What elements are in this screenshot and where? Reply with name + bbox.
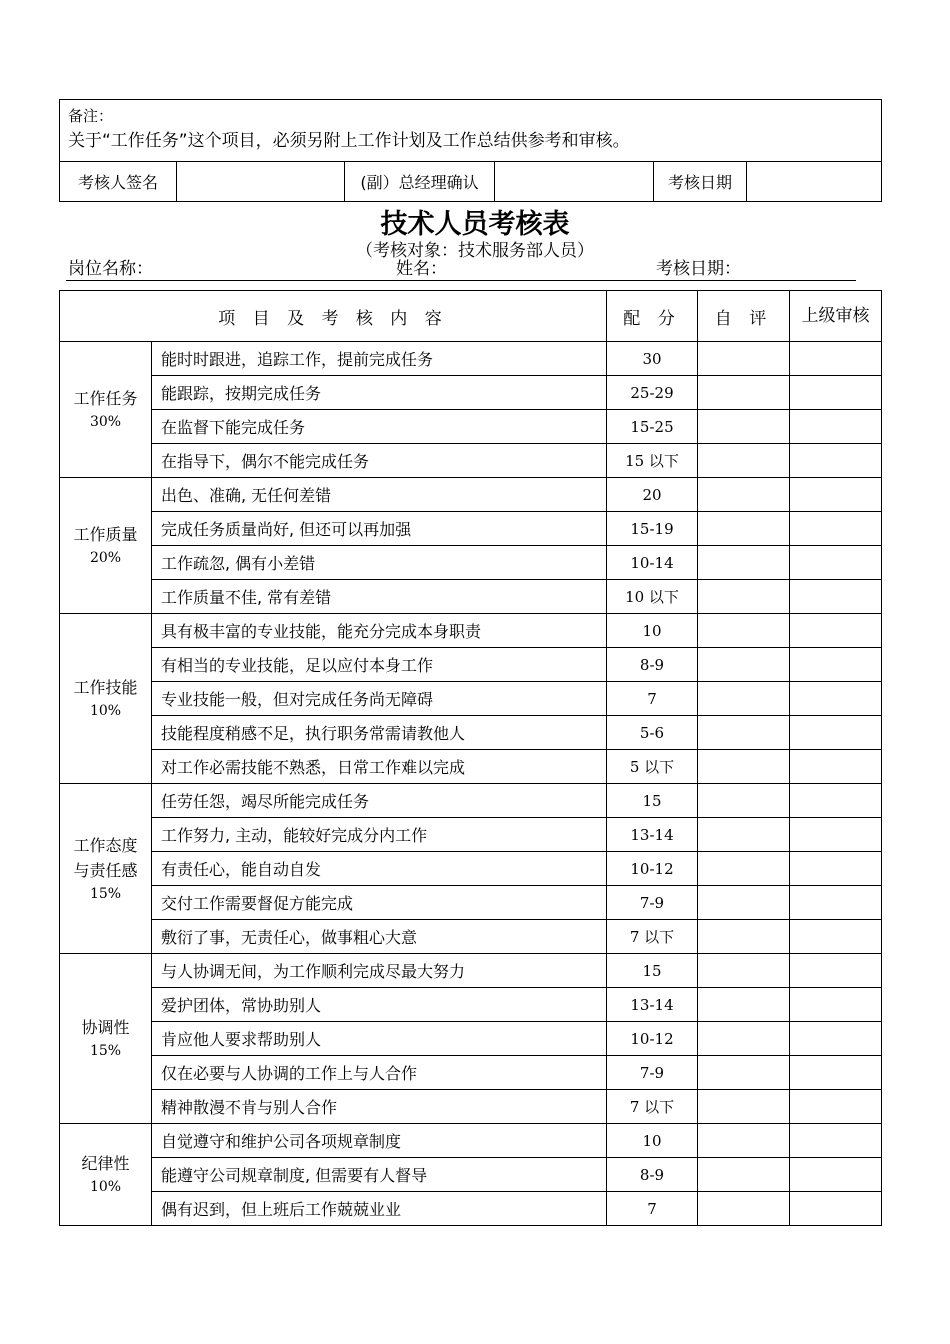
table-row: [60, 478, 882, 512]
self-eval-field[interactable]: [698, 512, 790, 546]
name-label: 姓名：: [396, 259, 447, 279]
criterion-score: 20: [607, 478, 698, 512]
table-row: [60, 1158, 882, 1192]
category-cell: [60, 1124, 152, 1226]
category-name: 工作质量: [73, 525, 138, 544]
self-eval-field[interactable]: [698, 1090, 790, 1124]
table-row: [60, 1022, 882, 1056]
table-header: [60, 291, 882, 342]
criterion-score: 15 以下: [607, 444, 698, 478]
criterion-description: 技能程度稍感不足，执行职务常需请教他人: [152, 716, 607, 750]
category-cell: [60, 784, 152, 954]
criterion-description: 爱护团体，常协助别人: [152, 988, 607, 1022]
criterion-score: 30: [607, 342, 698, 376]
criterion-description: 仅在必要与人协调的工作上与人合作: [152, 1056, 607, 1090]
table-row: [60, 852, 882, 886]
manager-confirm-field[interactable]: [495, 162, 654, 202]
table-row: [60, 818, 882, 852]
note-cell: [60, 100, 882, 162]
self-eval-field[interactable]: [698, 954, 790, 988]
category-name: 工作任务: [73, 389, 138, 408]
table-row: [60, 614, 882, 648]
table-row: [60, 342, 882, 376]
assessor-signature-label: 考核人签名: [60, 162, 177, 202]
position-label: 岗位名称：: [68, 259, 153, 279]
table-row: [60, 1090, 882, 1124]
criterion-score: 15-25: [607, 410, 698, 444]
criterion-description: 能跟踪，按期完成任务: [152, 376, 607, 410]
supervisor-eval-field[interactable]: [790, 750, 882, 784]
criterion-score: 15-19: [607, 512, 698, 546]
table-row: [60, 1056, 882, 1090]
supervisor-eval-field[interactable]: [790, 852, 882, 886]
table-row: [60, 648, 882, 682]
criterion-score: 7-9: [607, 1056, 698, 1090]
supervisor-eval-field[interactable]: [790, 988, 882, 1022]
table-row: [60, 580, 882, 614]
criterion-score: 10-14: [607, 546, 698, 580]
self-eval-field[interactable]: [698, 920, 790, 954]
assessment-table: [59, 290, 882, 1226]
supervisor-eval-field[interactable]: [790, 716, 882, 750]
supervisor-eval-field[interactable]: [790, 784, 882, 818]
criterion-score: 8-9: [607, 648, 698, 682]
criterion-description: 能遵守公司规章制度, 但需要有人督导: [152, 1158, 607, 1192]
criterion-description: 能时时跟进，追踪工作，提前完成任务: [152, 342, 607, 376]
criterion-description: 具有极丰富的专业技能，能充分完成本身职责: [152, 614, 607, 648]
self-eval-field[interactable]: [698, 444, 790, 478]
info-date-label: 考核日期：: [656, 259, 741, 279]
self-eval-field[interactable]: [698, 342, 790, 376]
self-eval-field[interactable]: [698, 784, 790, 818]
criterion-description: 工作疏忽, 偶有小差错: [152, 546, 607, 580]
self-eval-field[interactable]: [698, 1124, 790, 1158]
header-supervisor: 上级审核: [790, 291, 882, 342]
supervisor-eval-field[interactable]: [790, 478, 882, 512]
supervisor-eval-field[interactable]: [790, 614, 882, 648]
criterion-description: 在指导下，偶尔不能完成任务: [152, 444, 607, 478]
self-eval-field[interactable]: [698, 886, 790, 920]
criterion-description: 专业技能一般，但对完成任务尚无障碍: [152, 682, 607, 716]
note-table: [59, 99, 882, 202]
supervisor-eval-field[interactable]: [790, 1022, 882, 1056]
supervisor-eval-field[interactable]: [790, 682, 882, 716]
category-cell: [60, 614, 152, 784]
criterion-score: 10: [607, 1124, 698, 1158]
self-eval-field[interactable]: [698, 478, 790, 512]
criterion-score: 8-9: [607, 1158, 698, 1192]
self-eval-field[interactable]: [698, 410, 790, 444]
supervisor-eval-field[interactable]: [790, 1056, 882, 1090]
manager-confirm-label: (副）总经理确认: [345, 162, 495, 202]
criterion-description: 工作质量不佳, 常有差错: [152, 580, 607, 614]
category-cell: [60, 342, 152, 478]
category-name: 工作技能: [73, 678, 138, 697]
supervisor-eval-field[interactable]: [790, 886, 882, 920]
criterion-description: 肯应他人要求帮助别人: [152, 1022, 607, 1056]
self-eval-field[interactable]: [698, 818, 790, 852]
self-eval-field[interactable]: [698, 376, 790, 410]
note-text: 关于“工作任务”这个项目，必须另附上工作计划及工作总结供参考和审核。: [68, 131, 630, 151]
category-percent: 15%: [89, 885, 122, 902]
table-row: [60, 920, 882, 954]
self-eval-field[interactable]: [698, 1056, 790, 1090]
header-score: 配 分: [607, 291, 698, 342]
category-cell: [60, 954, 152, 1124]
criterion-description: 有责任心，能自动自发: [152, 852, 607, 886]
table-row: [60, 512, 882, 546]
criterion-score: 5 以下: [607, 750, 698, 784]
criterion-description: 交付工作需要督促方能完成: [152, 886, 607, 920]
self-eval-field[interactable]: [698, 716, 790, 750]
criterion-score: 5-6: [607, 716, 698, 750]
criterion-score: 10-12: [607, 852, 698, 886]
supervisor-eval-field[interactable]: [790, 512, 882, 546]
supervisor-eval-field[interactable]: [790, 920, 882, 954]
criterion-score: 15: [607, 954, 698, 988]
category-percent: 20%: [89, 550, 122, 566]
table-row: [60, 1124, 882, 1158]
criterion-score: 10: [607, 614, 698, 648]
assessor-signature-field[interactable]: [177, 162, 345, 202]
supervisor-eval-field[interactable]: [790, 954, 882, 988]
info-line: [66, 259, 856, 281]
category-percent: 10%: [89, 1179, 122, 1195]
self-eval-field[interactable]: [698, 988, 790, 1022]
criterion-score: 7 以下: [607, 1090, 698, 1124]
table-row: [60, 682, 882, 716]
table-row: [60, 444, 882, 478]
category-cell: [60, 478, 152, 614]
category-name: 工作态度: [73, 835, 138, 855]
supervisor-eval-field[interactable]: [790, 1124, 882, 1158]
criterion-score: 15: [607, 784, 698, 818]
criterion-description: 与人协调无间，为工作顺利完成尽最大努力: [152, 954, 607, 988]
self-eval-field[interactable]: [698, 852, 790, 886]
self-eval-field[interactable]: [698, 750, 790, 784]
criterion-score: 10 以下: [607, 580, 698, 614]
table-row: [60, 750, 882, 784]
table-row: [60, 546, 882, 580]
supervisor-eval-field[interactable]: [790, 444, 882, 478]
self-eval-field[interactable]: [698, 648, 790, 682]
category-name: 纪律性: [81, 1154, 130, 1173]
criterion-score: 7: [607, 682, 698, 716]
category-percent: 30%: [89, 414, 122, 430]
page-subtitle: （考核对象：技术服务部人员）: [356, 241, 594, 261]
table-row: [60, 954, 882, 988]
supervisor-eval-field[interactable]: [790, 546, 882, 580]
criterion-description: 完成任务质量尚好, 但还可以再加强: [152, 512, 607, 546]
table-row: [60, 1192, 882, 1226]
criterion-description: 工作努力, 主动，能较好完成分内工作: [152, 818, 607, 852]
self-eval-field[interactable]: [698, 1158, 790, 1192]
table-row: [60, 886, 882, 920]
criterion-description: 精神散漫不肯与别人合作: [152, 1090, 607, 1124]
category-percent: 15%: [89, 1043, 122, 1059]
header-self-eval: 自 评: [698, 291, 790, 342]
self-eval-field[interactable]: [698, 580, 790, 614]
criterion-description: 自觉遵守和维护公司各项规章制度: [152, 1124, 607, 1158]
page-title: 技术人员考核表: [380, 209, 570, 240]
criterion-score: 13-14: [607, 818, 698, 852]
table-row: [60, 988, 882, 1022]
self-eval-field[interactable]: [698, 1022, 790, 1056]
category-name: 协调性: [81, 1018, 130, 1037]
assessment-date-field[interactable]: [747, 162, 882, 202]
table-row: [60, 376, 882, 410]
assessment-date-label: 考核日期: [654, 162, 747, 202]
criterion-description: 任劳任怨，竭尽所能完成任务: [152, 784, 607, 818]
criterion-score: 7-9: [607, 886, 698, 920]
criterion-score: 13-14: [607, 988, 698, 1022]
supervisor-eval-field[interactable]: [790, 1090, 882, 1124]
table-row: [60, 716, 882, 750]
header-content: 项 目 及 考 核 内 容: [60, 291, 607, 342]
self-eval-field[interactable]: [698, 682, 790, 716]
supervisor-eval-field[interactable]: [790, 1158, 882, 1192]
criterion-score: 10-12: [607, 1022, 698, 1056]
criterion-description: 出色、准确, 无任何差错: [152, 478, 607, 512]
self-eval-field[interactable]: [698, 614, 790, 648]
table-row: [60, 784, 882, 818]
table-row: [60, 410, 882, 444]
supervisor-eval-field[interactable]: [790, 342, 882, 376]
supervisor-eval-field[interactable]: [790, 1192, 882, 1226]
category-percent: 10%: [89, 703, 122, 719]
note-label: 备注：: [68, 107, 114, 125]
self-eval-field[interactable]: [698, 1192, 790, 1226]
supervisor-eval-field[interactable]: [790, 648, 882, 682]
supervisor-eval-field[interactable]: [790, 580, 882, 614]
supervisor-eval-field[interactable]: [790, 376, 882, 410]
self-eval-field[interactable]: [698, 546, 790, 580]
criterion-score: 25-29: [607, 376, 698, 410]
criterion-description: 在监督下能完成任务: [152, 410, 607, 444]
criterion-description: 敷衍了事，无责任心，做事粗心大意: [152, 920, 607, 954]
category-name-line2: 与责任感: [73, 860, 138, 880]
criterion-description: 对工作必需技能不熟悉，日常工作难以完成: [152, 750, 607, 784]
criterion-description: 偶有迟到，但上班后工作兢兢业业: [152, 1192, 607, 1226]
criterion-description: 有相当的专业技能，足以应付本身工作: [152, 648, 607, 682]
supervisor-eval-field[interactable]: [790, 410, 882, 444]
supervisor-eval-field[interactable]: [790, 818, 882, 852]
criterion-score: 7 以下: [607, 920, 698, 954]
criterion-score: 7: [607, 1192, 698, 1226]
